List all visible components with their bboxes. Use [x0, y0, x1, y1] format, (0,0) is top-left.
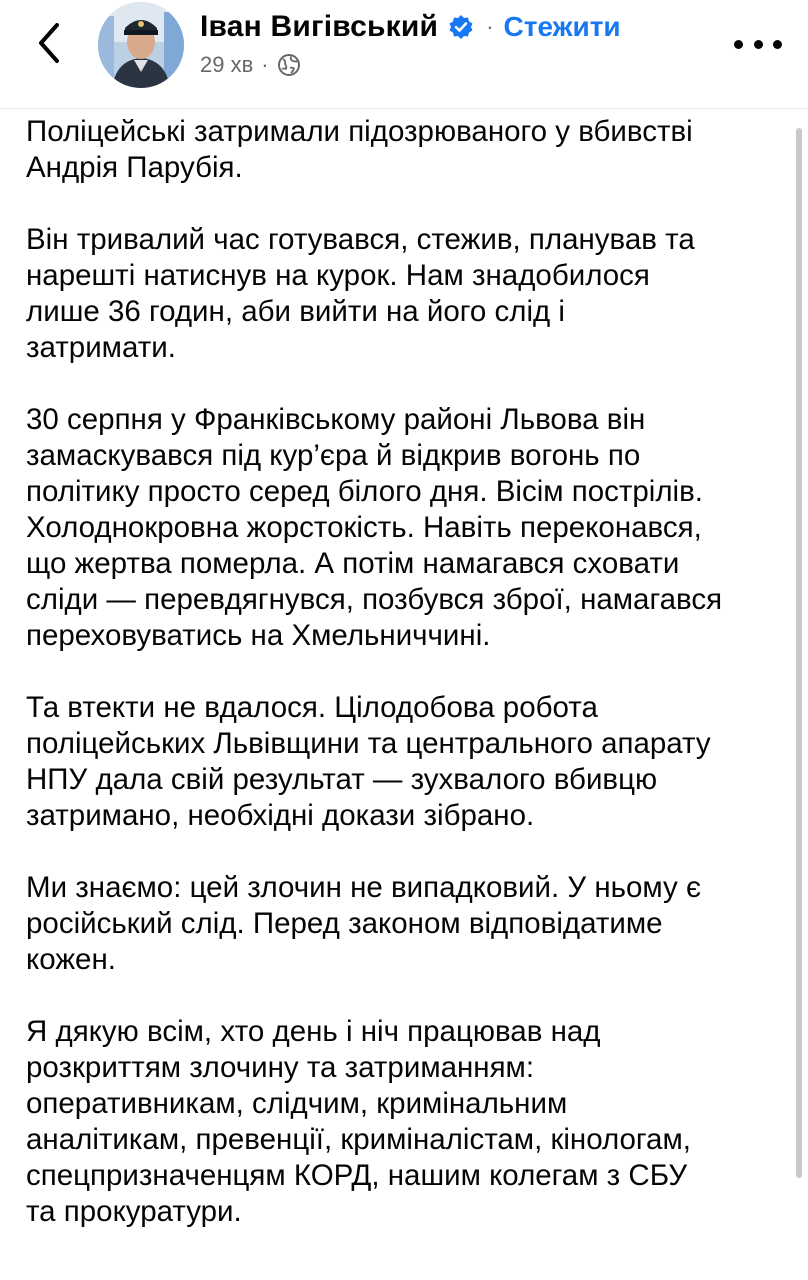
verified-badge-icon: [448, 14, 474, 40]
author-avatar[interactable]: [98, 2, 184, 88]
post-paragraph: Поліцейські затримали підозрюваного у вбивстві Андрія Парубія.: [26, 115, 693, 184]
header-separator: ·: [486, 14, 494, 39]
follow-button[interactable]: Стежити: [503, 11, 621, 42]
meta-separator: ·: [261, 52, 269, 77]
globe-icon[interactable]: [277, 53, 301, 77]
post-paragraph: Та втекти не вдалося. Цілодобова робота поліцейських Львівщини та центрального апарату НПУ дала свій результат — зухвалого вбивцю затримано, необхідні докази зібрано.: [26, 691, 711, 832]
more-options-button[interactable]: [734, 26, 782, 62]
more-dot: [773, 40, 782, 49]
more-dot: [734, 40, 743, 49]
post-header: [0, 0, 808, 108]
post-meta: [200, 50, 301, 80]
avatar-image: [98, 2, 184, 88]
chevron-left-icon: [35, 21, 63, 65]
more-dot: [754, 40, 763, 49]
scrollbar[interactable]: [796, 128, 802, 1178]
post-paragraph: 30 серпня у Франківському районі Львова він замаскувався під кур’єра й відкрив вогонь по політику просто серед білого дня. Вісім пострілів. Холоднокровна жорстокість. Навіть переконався, що жертва померла. А потім намагався сховати сліди — перевдягнувся, позбувся зброї, намагався переховуватись на Хмельниччині.: [26, 403, 723, 652]
post-paragraph: Він тривалий час готувався, стежив, планував та нарешті натиснув на курок. Нам знадобилося лише 36 годин, аби вийти на його слід і затримати.: [26, 223, 695, 364]
back-button[interactable]: [24, 18, 74, 68]
post-time[interactable]: 29 хв: [200, 52, 254, 77]
post-paragraph: Ми знаємо: цей злочин не випадковий. У ньому є російський слід. Перед законом відповідатиме кожен.: [26, 871, 701, 976]
author-row: [200, 6, 621, 48]
header-divider: [0, 108, 808, 109]
author-name[interactable]: Іван Вигівський: [200, 10, 439, 43]
post-paragraph: Я дякую всім, хто день і ніч працював над розкриттям злочину та затриманням: оперативникам, слідчим, кримінальним аналітикам, превенції, криміналістам, кінологам, спецпризначенцям КОРД, нашим колегам з СБУ та прокуратури.: [26, 1015, 691, 1228]
post-text: [26, 114, 788, 1266]
